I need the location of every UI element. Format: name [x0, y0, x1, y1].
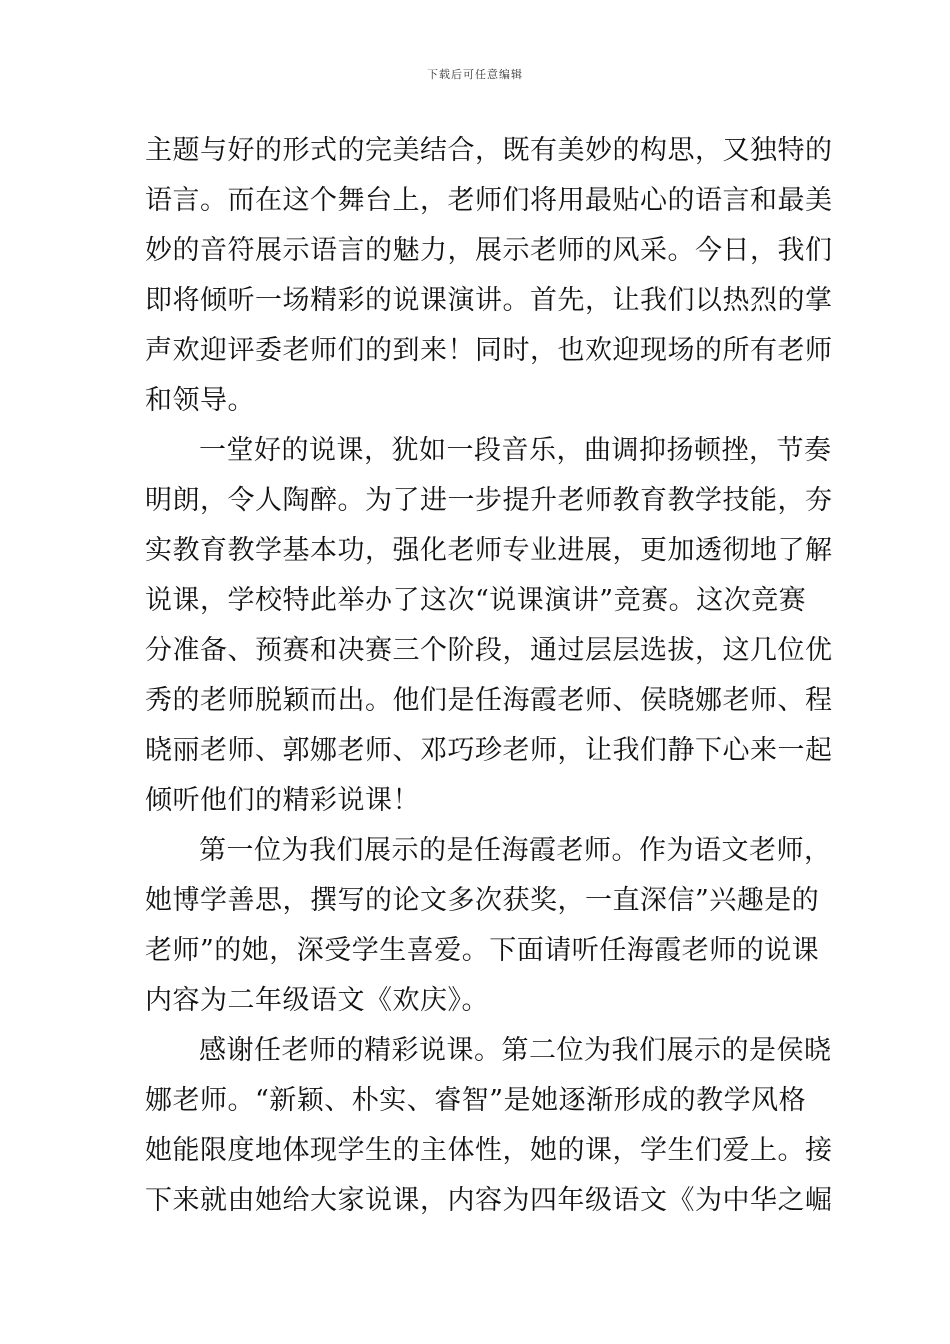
page-header: 下载后可任意编辑 — [427, 68, 523, 81]
text-line: 晓丽老师、郭娜老师、邓巧珍老师，让我们静下心来一起 — [145, 735, 833, 766]
paragraph-3 — [145, 826, 832, 1026]
text-line: 主题与好的形式的完美结合，既有美妙的构思，又独特的 — [145, 135, 833, 166]
text-line: 她能限度地体现学生的主体性，她的课，学生们爱上。接 — [145, 1135, 833, 1166]
text-line: 娜老师。“新颖、朴实、睿智”是她逐渐形成的教学风格 — [145, 1085, 807, 1116]
text-line: 和领导。 — [145, 385, 255, 416]
paragraph-2 — [145, 426, 833, 826]
text-line: 第一位为我们展示的是任海霞老师。作为语文老师， — [199, 835, 832, 866]
text-line: 说课，学校特此举办了这次“说课演讲”竞赛。这次竞赛 — [145, 585, 807, 616]
text-line: 分准备、预赛和决赛三个阶段，通过层层选拔，这几位优 — [145, 635, 833, 666]
text-line: 一堂好的说课，犹如一段音乐，曲调抑扬顿挫，节奏 — [199, 435, 832, 466]
paragraph-4 — [145, 1026, 833, 1226]
text-line: 即将倾听一场精彩的说课演讲。首先，让我们以热烈的掌 — [145, 285, 833, 316]
text-line: 老师”的她，深受学生喜爱。下面请听任海霞老师的说课 — [145, 935, 820, 966]
text-line: 秀的老师脱颖而出。他们是任海霞老师、侯晓娜老师、程 — [145, 685, 833, 716]
text-line: 感谢任老师的精彩说课。第二位为我们展示的是侯晓 — [199, 1035, 832, 1066]
document-body — [145, 126, 833, 1226]
text-line: 妙的音符展示语言的魅力，展示老师的风采。今日，我们 — [145, 235, 833, 266]
paragraph-1 — [145, 126, 833, 426]
text-line: 她博学善思，撰写的论文多次获奖，一直深信”兴趣是的 — [145, 885, 820, 916]
text-line: 倾听他们的精彩说课！ — [145, 785, 420, 816]
text-line: 实教育教学基本功，强化老师专业进展，更加透彻地了解 — [145, 535, 833, 566]
text-line: 语言。而在这个舞台上，老师们将用最贴心的语言和最美 — [145, 185, 833, 216]
text-line: 下来就由她给大家说课，内容为四年级语文《为中华之崛 — [145, 1185, 833, 1216]
text-line: 明朗，令人陶醉。为了进一步提升老师教育教学技能，夯 — [145, 485, 833, 516]
text-line: 声欢迎评委老师们的到来！同时，也欢迎现场的所有老师 — [145, 335, 833, 366]
text-line: 内容为二年级语文《欢庆》。 — [145, 985, 489, 1016]
